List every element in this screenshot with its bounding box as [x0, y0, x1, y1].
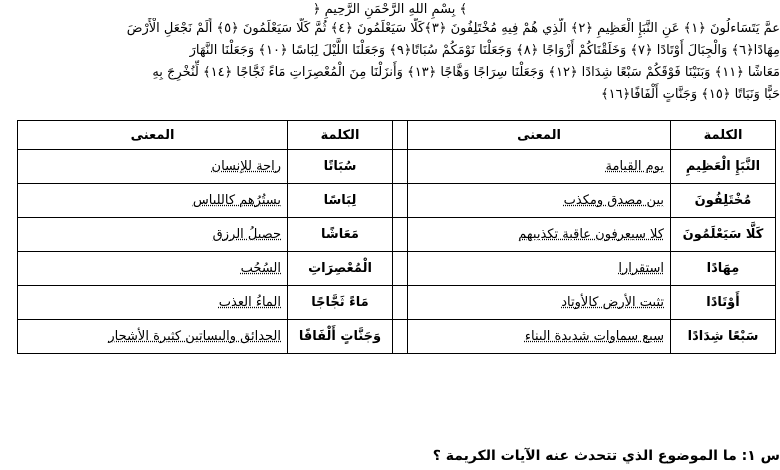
meaning-cell: تثبت الأرض كالأوتاد	[408, 286, 671, 320]
meaning-cell: استقرارا	[408, 252, 671, 286]
word-cell: سُبَاتًا	[288, 150, 393, 184]
meaning-cell: راحة للإنسان	[18, 150, 288, 184]
word-cell: أَوْتَادًا	[671, 286, 776, 320]
word-cell: النَّبَإِ الْعَظِيمِ	[671, 150, 776, 184]
column-separator	[393, 150, 408, 184]
meaning-cell: حصيلُ الرزق	[18, 218, 288, 252]
meaning-cell: بين مصدق ومكذب	[408, 184, 671, 218]
table-row	[18, 286, 776, 320]
header-meaning: المعنى	[408, 121, 671, 150]
verse-line: مَعَاشًا ﴿١١﴾ وَبَنَيْنَا فَوْقَكُمْ سَبْعًا شِدَادًا ﴿١٢﴾ وَجَعَلْنَا سِرَاجًا وَهَّاجًا ﴿١٣﴾ وَأَنزَلْنَا مِنَ الْمُعْصِرَاتِ مَاءً ثَجَّاجًا ﴿١٤﴾ لِّنُخْرِجَ بِهِ	[152, 65, 780, 80]
verse-line: مِهَادًا﴿٦﴾ وَالْجِبَالَ أَوْتَادًا ﴿٧﴾ وَخَلَقْنَاكُمْ أَزْوَاجًا ﴿٨﴾ وَجَعَلْنَا نَوْمَكُمْ سُبَاتًا﴿٩﴾ وَجَعَلْنَا اللَّيْلَ لِبَاسًا ﴿١٠﴾ وَجَعَلْنَا النَّهَارَ	[189, 43, 780, 58]
question-line: س ١: ما الموضوع الذي تتحدث عنه الآيات الكريمة ؟	[432, 448, 780, 464]
header-word: الكلمة	[288, 121, 393, 150]
table-row	[18, 184, 776, 218]
column-separator	[393, 218, 408, 252]
word-cell: لِبَاسًا	[288, 184, 393, 218]
column-separator	[393, 320, 408, 354]
word-cell: سَبْعًا شِدَادًا	[671, 320, 776, 354]
word-cell: مَاءً ثَجَّاجًا	[288, 286, 393, 320]
meaning-cell: سبع سماوات شديدة البناء	[408, 320, 671, 354]
meaning-cell: يوم القيامة	[408, 150, 671, 184]
table-row	[18, 150, 776, 184]
meaning-cell: كلا سيعرفون عاقبة تكذيبهم	[408, 218, 671, 252]
word-cell: كَلَّا سَيَعْلَمُونَ	[671, 218, 776, 252]
verse-line: حَبًّا وَنَبَاتًا ﴿١٥﴾ وَجَنَّاتٍ أَلْفَافًا﴿١٦﴾	[601, 87, 780, 102]
header-word: الكلمة	[671, 121, 776, 150]
meaning-cell: يستُرُهم كاللباس	[18, 184, 288, 218]
column-separator	[393, 252, 408, 286]
header-meaning: المعنى	[18, 121, 288, 150]
column-separator	[393, 286, 408, 320]
word-cell: مِهَادًا	[671, 252, 776, 286]
table-row	[18, 252, 776, 286]
column-separator	[393, 184, 408, 218]
table-row	[18, 218, 776, 252]
word-cell: مُخْتَلِفُونَ	[671, 184, 776, 218]
table-header-row	[18, 121, 776, 150]
word-cell: مَعَاشًا	[288, 218, 393, 252]
word-cell: وَجَنَّاتٍ أَلْفَافًا	[288, 320, 393, 354]
meaning-cell: الماءُ العذب	[18, 286, 288, 320]
verses-block	[0, 18, 780, 106]
word-cell: الْمُعْصِرَاتِ	[288, 252, 393, 286]
page-title: ﴿ بِسْمِ اللهِ الرَّحْمَنِ الرَّحِيمِ ﴾	[312, 2, 468, 17]
column-separator	[393, 121, 408, 150]
table-row	[18, 320, 776, 354]
meaning-cell: الحدائق والبساتين كثيرة الأشجار	[18, 320, 288, 354]
verse-line: عمَّ يَتَسَاءلُونَ ﴿١﴾ عَنِ النَّبَإِ الْعَظِيمِ ﴿٢﴾ الَّذِي هُمْ فِيهِ مُخْتَلِفُونَ ﴿٣﴾كَلَّا سَيَعْلَمُونَ ﴿٤﴾ ثُمَّ كَلَّا سَيَعْلَمُونَ ﴿٥﴾ أَلَمْ نَجْعَلِ الْأَرْضَ	[126, 21, 780, 36]
vocabulary-table	[17, 120, 776, 354]
meaning-cell: السُحُب	[18, 252, 288, 286]
